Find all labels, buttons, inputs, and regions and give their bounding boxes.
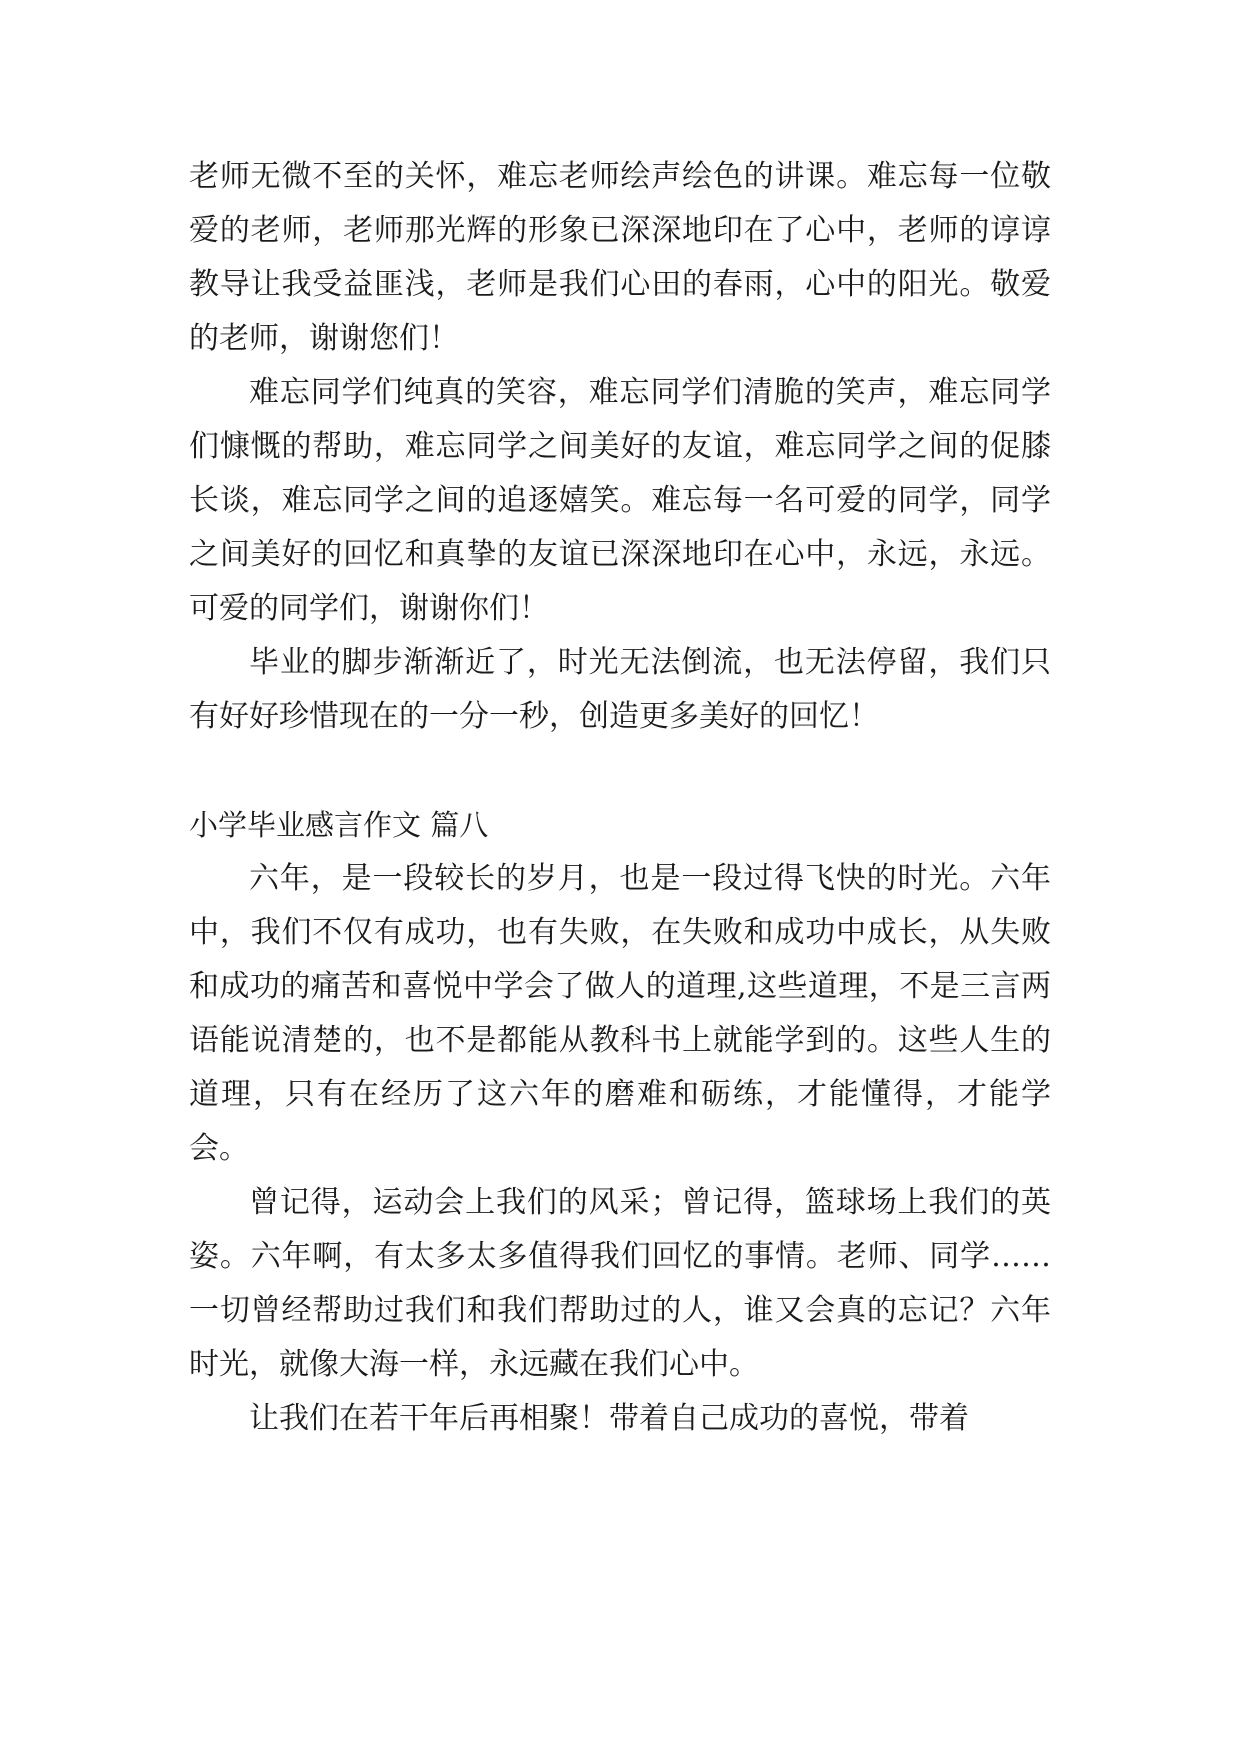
paragraph-reunion: 让我们在若干年后再相聚！带着自己成功的喜悦，带着 bbox=[249, 1401, 969, 1436]
paragraph-classmates: 难忘同学们纯真的笑容，难忘同学们清脆的笑声，难忘同学们慷慨的帮助，难忘同学之间美好的友谊，难忘同学之间的促膝长谈，难忘同学之间的追逐嬉笑。难忘每一名可爱的同学，同学之间美好的回忆和真挚的友谊已深深地印在心中，永远，永远。可爱的同学们，谢谢你们！ bbox=[189, 375, 1051, 626]
paragraph-six-years: 六年，是一段较长的岁月，也是一段过得飞快的时光。六年中，我们不仅有成功，也有失败，在失败和成功中成长，从失败和成功的痛苦和喜悦中学会了做人的道理,这些道理，不是三言两语能说清楚的，也不是都能从教科书上就能学到的。这些人生的道理，只有在经历了这六年的磨难和砺练，才能懂得，才能学会。 bbox=[189, 861, 1051, 1166]
paragraph-graduation: 毕业的脚步渐渐近了，时光无法倒流，也无法停留，我们只有好好珍惜现在的一分一秒，创造更多美好的回忆！ bbox=[189, 645, 1051, 734]
document-body bbox=[189, 150, 1051, 1446]
paragraph-memories: 曾记得，运动会上我们的风采；曾记得，篮球场上我们的英姿。六年啊，有太多太多值得我们回忆的事情。老师、同学……一切曾经帮助过我们和我们帮助过的人，谁又会真的忘记？六年时光，就像大海一样，永远藏在我们心中。 bbox=[189, 1185, 1051, 1382]
paragraph-teachers: 老师无微不至的关怀，难忘老师绘声绘色的讲课。难忘每一位敬爱的老师，老师那光辉的形象已深深地印在了心中，老师的谆谆教导让我受益匪浅，老师是我们心田的春雨，心中的阳光。敬爱的老师，谢谢您们！ bbox=[189, 159, 1051, 356]
section-spacer bbox=[189, 744, 1051, 798]
section-heading: 小学毕业感言作文 篇八 bbox=[189, 808, 489, 842]
